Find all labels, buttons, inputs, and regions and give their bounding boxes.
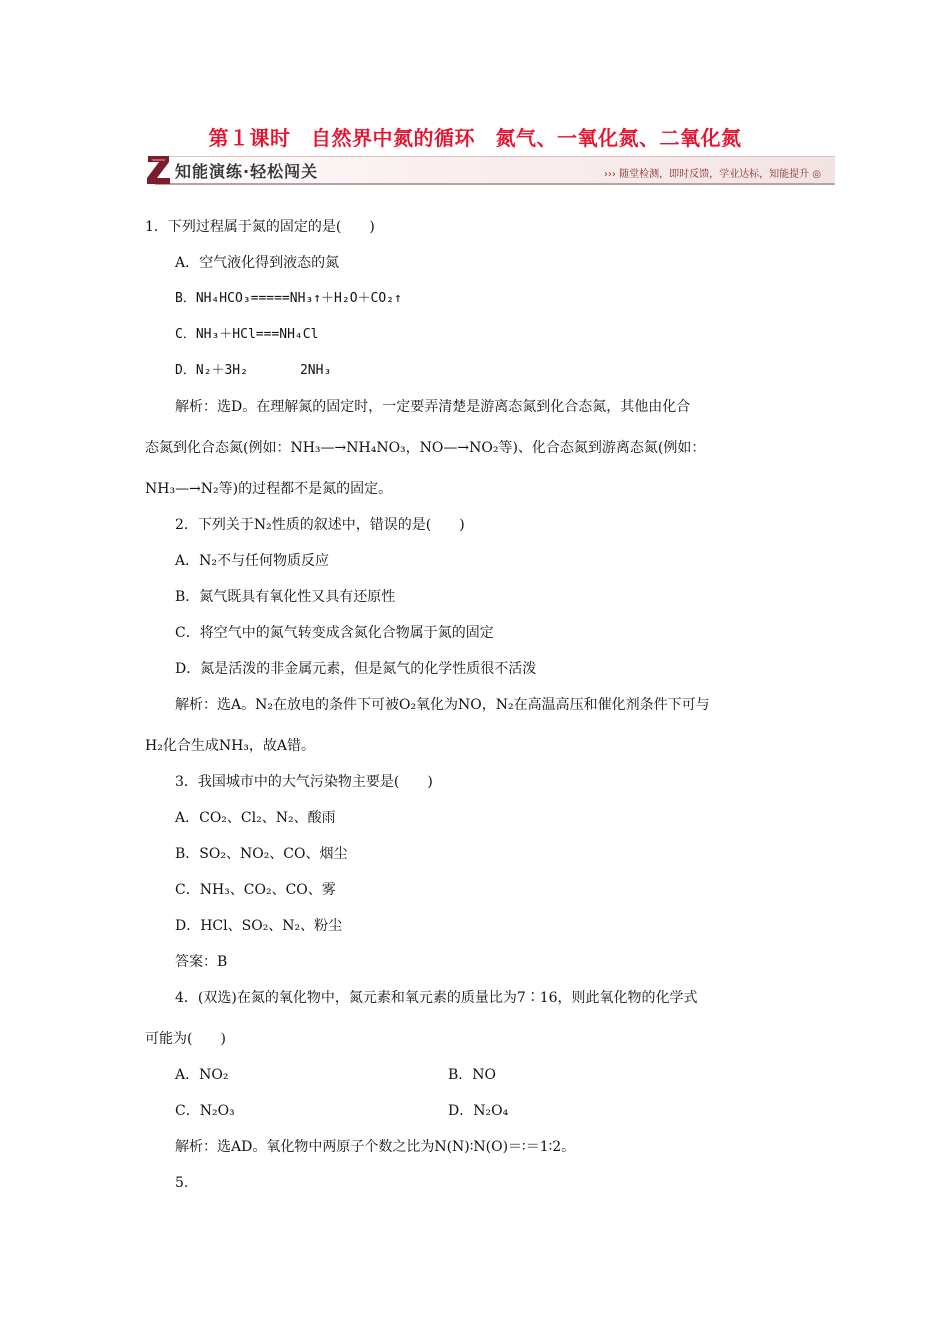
question-2-explanation-line-2: H₂化合生成NH₃，故A错。: [145, 738, 316, 754]
question-3-stem: 3．我国城市中的大气污染物主要是( ): [175, 774, 433, 790]
question-1-stem: 1．下列过程属于氮的固定的是( ): [145, 219, 375, 235]
question-1-option-d: D．N₂＋3H₂ 2NH₃: [175, 363, 332, 378]
question-4-stem-line-2: 可能为( ): [145, 1031, 226, 1047]
question-1-option-b: B．NH₄HCO₃=====NH₃↑＋H₂O＋CO₂↑: [175, 291, 402, 306]
question-2-option-c: C．将空气中的氮气转变成含氮化合物属于氮的固定: [175, 625, 494, 641]
question-4-stem-line-1: 4．(双选)在氮的氧化物中，氮元素和氧元素的质量比为7∶16，则此氧化物的化学式: [175, 990, 698, 1006]
question-3-option-a: A．CO₂、Cl₂、N₂、酸雨: [175, 810, 336, 826]
page-title: 第１课时 自然界中氮的循环 氮气、一氧化氮、二氧化氮: [208, 126, 742, 150]
question-3-answer: 答案：B: [175, 954, 228, 970]
question-3-option-b: B．SO₂、NO₂、CO、烟尘: [175, 846, 348, 862]
question-2-explanation-line-1: 解析：选A。N₂在放电的条件下可被O₂氧化为NO，N₂在高温高压和催化剂条件下可与: [175, 697, 710, 713]
question-2-option-a: A．N₂不与任何物质反应: [175, 553, 329, 569]
question-1-option-a: A．空气液化得到液态的氮: [175, 255, 340, 271]
question-4-option-a: A．NO₂: [175, 1067, 229, 1083]
question-3-option-c: C．NH₃、CO₂、CO、雾: [175, 882, 336, 898]
question-3-option-d: D．HCl、SO₂、N₂、粉尘: [175, 918, 343, 934]
banner-logo-icon: [145, 153, 173, 187]
question-4-option-d: D．N₂O₄: [448, 1103, 509, 1119]
question-1-explanation-line-3: NH₃—→N₂等)的过程都不是氮的固定。: [145, 481, 393, 497]
question-1-option-c: C．NH₃＋HCl===NH₄Cl: [175, 327, 319, 342]
question-1-explanation-line-1: 解析：选D。在理解氮的固定时，一定要弄清楚是游离态氮到化合态氮，其他由化合: [175, 399, 691, 415]
question-2-option-b: B．氮气既具有氧化性又具有还原性: [175, 589, 396, 605]
question-4-explanation: 解析：选AD。氧化物中两原子个数之比为N(N)∶N(O)＝∶＝1∶2。: [175, 1139, 576, 1155]
banner-title: 知能演练·轻松闯关: [175, 162, 319, 181]
banner-rule-top: [155, 156, 835, 157]
banner-slogan: ››› 随堂检测，即时反馈，学业达标，知能提升 ◎: [603, 169, 821, 180]
question-2-option-d: D．氮是活泼的非金属元素，但是氮气的化学性质很不活泼: [175, 661, 537, 677]
question-4-option-b: B．NO: [448, 1067, 497, 1083]
question-4-option-c: C．N₂O₃: [175, 1103, 235, 1119]
question-1-explanation-line-2: 态氮到化合态氮(例如：NH₃—→NH₄NO₃，NO—→NO₂等)、化合态氮到游离态氮(例如：: [145, 440, 706, 456]
banner-rule-bottom: [155, 183, 835, 185]
section-banner: [145, 153, 835, 187]
question-2-stem: 2．下列关于N₂性质的叙述中，错误的是( ): [175, 517, 465, 533]
question-5-stem: 5.: [175, 1175, 189, 1191]
